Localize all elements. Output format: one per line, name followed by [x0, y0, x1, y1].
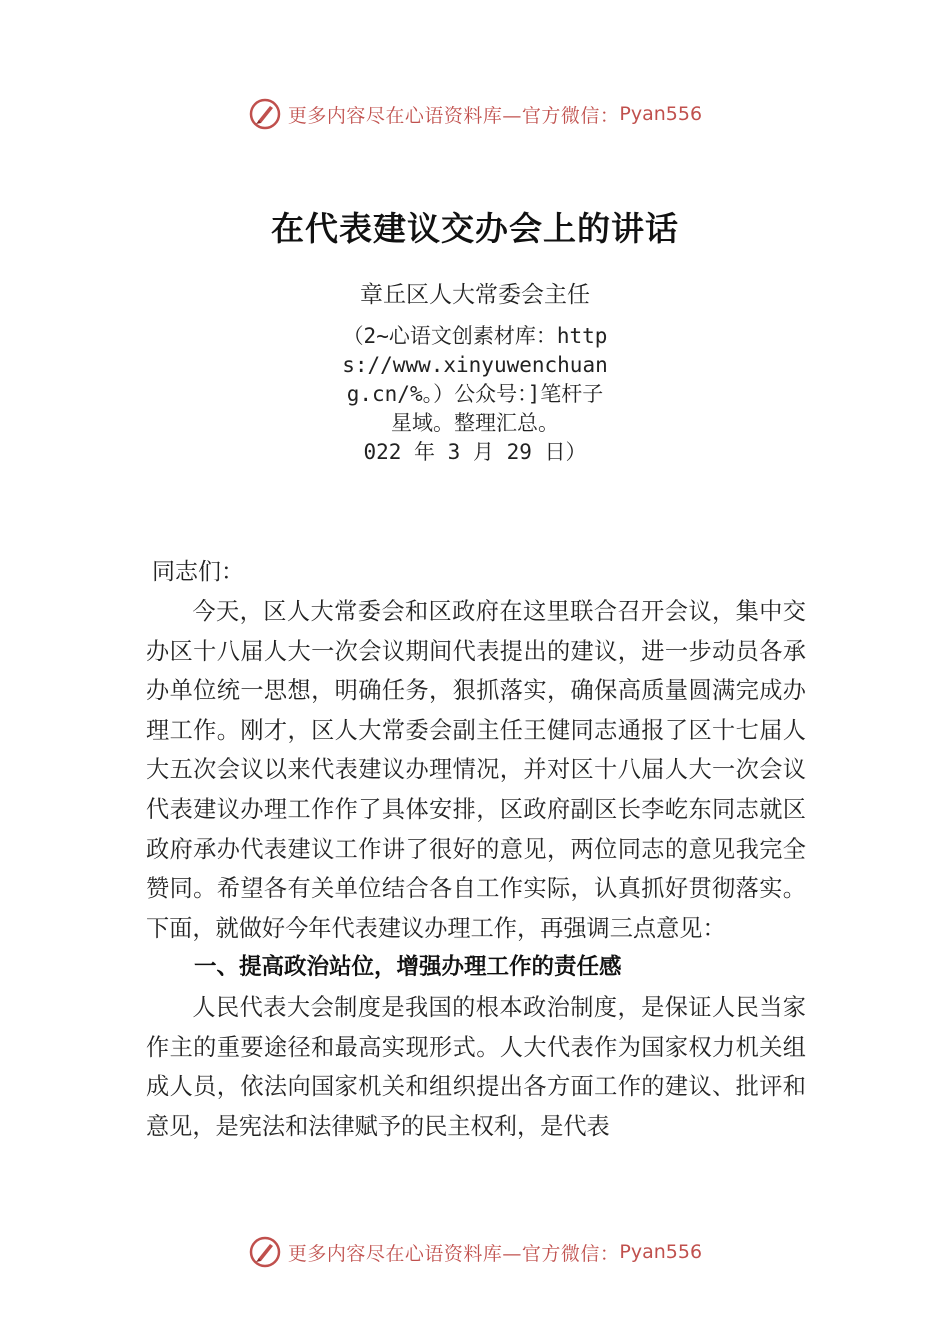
pen-logo-icon [248, 1235, 282, 1269]
salutation: 同志们： [152, 559, 244, 585]
source-note-text: （2~心语文创素材库：https://www.xinyuwenchuang.cn/%。）公众号：]笔杆子星域。整理汇总。 [342, 324, 608, 435]
watermark-account: Pyan556 [619, 1241, 703, 1263]
document-title: 在代表建议交办会上的讲话 [271, 209, 679, 248]
watermark-text: 更多内容尽在心语资料库—官方微信： [287, 104, 620, 127]
date-line: 022 年 3 月 29 日） [363, 440, 587, 464]
watermark-banner-top [0, 94, 950, 134]
document-body [146, 592, 806, 1146]
watermark-text: 更多内容尽在心语资料库—官方微信： [287, 1242, 620, 1265]
section-heading: 一、提高政治站位，增强办理工作的责任感 [194, 954, 622, 981]
speaker-line: 章丘区人大常委会主任 [360, 282, 590, 308]
pen-logo-icon [248, 97, 282, 131]
body-paragraph: 人民代表大会制度是我国的根本政治制度，是保证人民当家作主的重要途径和最高实现形式。人大代表作为国家权力机关组成人员，依法向国家机关和组织提出各方面工作的建议、批评和意见，是宪法和法律赋予的民主权利，是代表 [146, 993, 806, 1140]
body-paragraph: 今天，区人大常委会和区政府在这里联合召开会议，集中交办区十八届人大一次会议期间代表提出的建议，进一步动员各承办单位统一思想，明确任务，狠抓落实，确保高质量圆满完成办理工作。刚才，区人大常委会副主任王健同志通报了区十七届人大五次会议以来代表建议办理情况，并对区十八届人大一次会议代表建议办理工作作了具体安排，区政府副区长李屹东同志就区政府承办代表建议工作讲了很好的意见，两位同志的意见我完全赞同。希望各有关单位结合各自工作实际，认真抓好贯彻落实。下面，就做好今年代表建议办理工作，再强调三点意见： [146, 598, 806, 942]
source-note [340, 322, 610, 467]
watermark-account: Pyan556 [619, 103, 703, 125]
watermark-banner-bottom [0, 1232, 950, 1272]
